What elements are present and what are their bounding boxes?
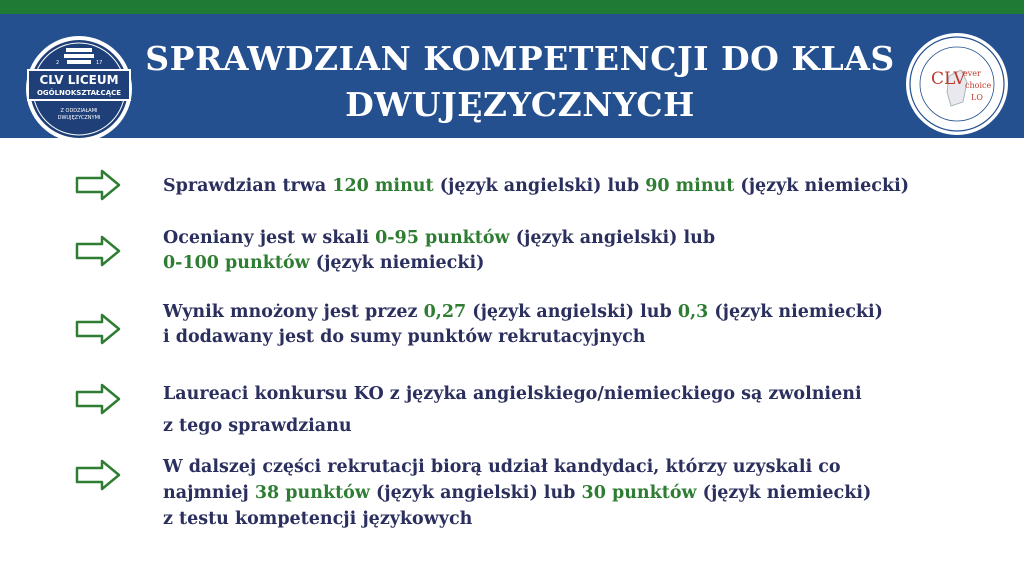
school-logo-right: [905, 32, 1009, 136]
title-line-2: DWUJĘZYCZNYCH: [345, 85, 695, 124]
arrow-right-icon: [74, 458, 122, 492]
title-line-1: SPRAWDZIAN KOMPETENCJI DO KLAS: [145, 39, 895, 78]
svg-text:LO: LO: [971, 93, 983, 102]
svg-text:ever: ever: [963, 69, 981, 78]
svg-text:DWUJĘZYCZNYMI: DWUJĘZYCZNYMI: [57, 115, 101, 121]
item-text: Oceniany jest w skali 0-95 punktów (język angielski) lub 0-100 punktów (język niemiecki): [163, 228, 716, 273]
arrow-right-icon: [74, 382, 122, 416]
svg-text:CLV: CLV: [931, 69, 966, 89]
svg-text:2: 2: [56, 60, 60, 66]
item-text: W dalszej części rekrutacji biorą udział kandydaci, którzy uzyskali co najmniej 38 punktów (język angielski) lub 30 punktów (język niemiecki) z testu kompetencji językowych: [163, 457, 872, 529]
arrow-right-icon: [74, 168, 122, 202]
arrow-right-icon: [74, 234, 122, 268]
svg-text:Z ODDZIAŁAMI: Z ODDZIAŁAMI: [60, 108, 98, 114]
school-logo-left: [24, 34, 134, 144]
svg-text:OGÓLNOKSZTAŁCĄCE: OGÓLNOKSZTAŁCĄCE: [36, 89, 122, 97]
page-title: [140, 36, 900, 128]
svg-text:CLV LICEUM: CLV LICEUM: [39, 73, 119, 87]
svg-text:choice: choice: [965, 81, 992, 90]
svg-text:17: 17: [96, 60, 103, 66]
arrow-right-icon: [74, 312, 122, 346]
item-text: Wynik mnożony jest przez 0,27 (język angielski) lub 0,3 (język niemiecki) i dodawany jest do sumy punktów rekrutacyjnych: [163, 302, 883, 347]
header-banner: [0, 14, 1024, 138]
top-accent-bar: [0, 0, 1024, 14]
item-text: Laureaci konkursu KO z języka angielskiego/niemieckiego są zwolnieni z tego sprawdzianu: [163, 384, 862, 436]
item-text: Sprawdzian trwa 120 minut (język angielski) lub 90 minut (język niemiecki): [163, 176, 910, 196]
